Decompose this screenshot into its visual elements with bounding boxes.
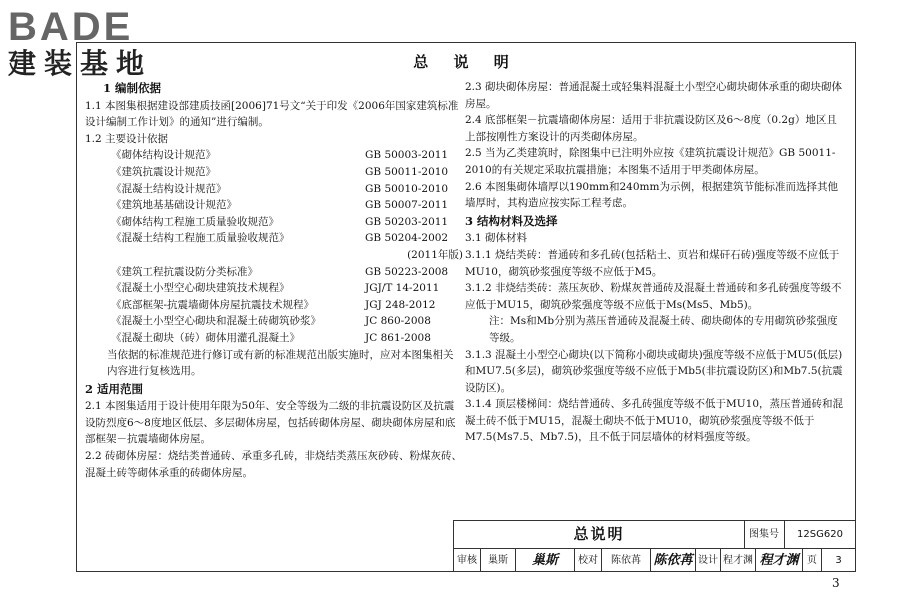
left-column [85,79,463,481]
standard-code: JC 861-2008 [365,331,431,344]
paragraph: 2.2 砖砌体房屋：烧结类普通砖、承重多孔砖，非烧结类蒸压灰砂砖、粉煤灰砖、混凝土砖等砌体承重的砖砌体房屋。 [85,450,463,479]
standard-row [85,330,463,347]
standard-name: 《底部框架-抗震墙砌体房屋抗震技术规程》 [111,298,315,311]
page-number: 3 [832,576,840,590]
standard-code: GB 50011-2010 [365,165,449,178]
standard-row [85,313,463,330]
standard-name: 《混凝土砌块（砖）砌体用灌孔混凝土》 [111,331,300,344]
standard-code: JGJ/T 14-2011 [365,282,440,295]
paragraph: 2.3 砌块砌体房屋：普通混凝土或轻集料混凝土小型空心砌块砌体承重的砌块砌体房屋。 [465,81,843,110]
title-block [453,520,856,572]
standard-row [85,297,463,314]
designer-signature: 程才渊 [756,549,803,572]
paragraph: 2.6 本图集砌体墙厚以190mm和240mm为示例，根据建筑节能标准而选择其他墙厚时，其构造应按实际工程考虑。 [465,180,838,210]
reviewer-name: 巢斯 [481,549,516,572]
standard-code: JC 860-2008 [365,315,431,328]
paragraph: 3.1.2 非烧结类砖：蒸压灰砂、粉煤灰普通砖及混凝土普通砖和多孔砖强度等级不应低于MU15，砌筑砂浆强度等级不应低于Ms(Ms5、Mb5)。 [465,282,842,311]
standard-name: 《建筑地基基础设计规范》 [111,199,237,212]
version-note: (2011年版) [407,248,463,261]
section-heading: 1 编制依据 [103,81,162,95]
reviewer-signature: 巢斯 [516,549,575,572]
standard-code: JGJ 248-2012 [365,298,436,311]
standard-name: 《砌体结构工程施工质量验收规范》 [111,215,279,228]
page-number-cell: 3 [835,555,842,566]
review-label: 审核 [454,549,481,572]
standard-row [85,181,463,198]
note: 注：Ms和Mb分别为蒸压普通砖及混凝土砖、砌块砌体的专用砌筑砂浆强度等级。 [489,315,838,344]
standard-name: 《砌体结构设计规范》 [111,149,216,162]
paragraph: 3.1.3 混凝土小型空心砌块(以下简称小砌块或砌块)强度等级不应低于MU5(低层)和MU7.5(多层)，砌筑砂浆强度等级不应低于Mb5(非抗震设防区)和Mb7.5(抗震设防区)。 [465,348,843,394]
paragraph: 3.1.1 烧结类砖：普通砖和多孔砖(包括粘土、页岩和煤矸石砖)强度等级不应低于MU10，砌筑砂浆强度等级不应低于M5。 [465,248,840,278]
paragraph: 2.5 当为乙类建筑时，除图集中已注明外应按《建筑抗震设计规范》GB 50011-2010的有关规定采取抗震措施；本图集不适用于甲类砌体房屋。 [465,147,836,176]
standard-row [85,214,463,231]
paragraph: 2.1 本图集适用于设计使用年限为50年、安全等级为二级的非抗震设防区及抗震设防烈度6～8度地区低层、多层砌体房屋，包括砖砌体房屋、砌块砌体房屋和底部框架－抗震墙砌体房屋。 [85,400,456,446]
paragraph: 3.1 砌体材料 [465,232,528,245]
right-column [465,79,845,446]
standard-row [85,264,463,281]
drawing-frame [76,42,856,572]
atlas-number: 12SG620 [785,521,855,549]
page-label: 页 [803,549,822,572]
check-label: 校对 [575,549,602,572]
standard-code: GB 50010-2010 [365,182,449,195]
standard-code: GB 50203-2011 [365,215,449,228]
standard-row [85,197,463,214]
section-heading: 2 适用范围 [85,381,144,396]
design-label: 设计 [696,549,721,572]
signature-row [454,549,856,572]
paragraph: 1.2 主要设计依据 [85,132,169,145]
paragraph: 3.1.4 顶层楼梯间：烧结普通砖、多孔砖强度等级不低于MU10，蒸压普通砖和混凝土砖不低于MU15，混凝土砌块不低于MU10，砌筑砂浆强度等级不低于M7.5(Ms7.5、Mb7.5)，且不低于同层墙体的材料强度等级。 [465,398,844,444]
logo-wordmark: BADE [8,5,134,49]
standard-row [85,280,463,297]
designer-name: 程才渊 [721,549,756,572]
standard-name: 《建筑工程抗震设防分类标准》 [111,265,258,278]
checker-name: 陈依苒 [602,549,651,572]
standards-list [85,147,463,346]
standard-code: GB 50223-2008 [365,265,449,278]
standard-row [85,164,463,181]
title-block-title: 总说明 [454,521,745,549]
standard-row [85,147,463,164]
paragraph: 1.1 本图集根据建设部建质技函[2006]71号文“关于印发《2006年国家建筑标准设计编制工作计划》的通知”进行编制。 [85,99,459,129]
section-heading: 3 结构材料及选择 [465,213,558,228]
standard-name: 《建筑抗震设计规范》 [111,165,216,178]
standard-code: GB 50003-2011 [365,149,449,162]
standard-code: GB 50007-2011 [365,199,449,212]
logo-subtitle: 建装基地 [8,47,153,80]
standard-code: GB 50204-2002 [365,232,449,245]
page-title: 总 说 明 [413,53,519,71]
standard-name: 《混凝土小型空心砌块建筑技术规程》 [111,282,290,295]
standard-name: 《混凝土结构设计规范》 [111,182,227,195]
standard-name: 《混凝土结构工程施工质量验收规范》 [111,232,290,245]
checker-signature: 陈依苒 [651,549,696,572]
paragraph: 当依据的标准规范进行修订或有新的标准规范出版实施时，应对本图集相关内容进行复核选用。 [107,348,454,378]
standard-name: 《混凝土小型空心砌块和混凝土砖砌筑砂浆》 [111,315,321,328]
paragraph: 2.4 底部框架－抗震墙砌体房屋：适用于非抗震设防区及6～8度（0.2g）地区且上部按刚性方案设计的丙类砌体房屋。 [465,114,837,143]
atlas-label: 图集号 [744,521,785,549]
standard-row [85,230,463,247]
